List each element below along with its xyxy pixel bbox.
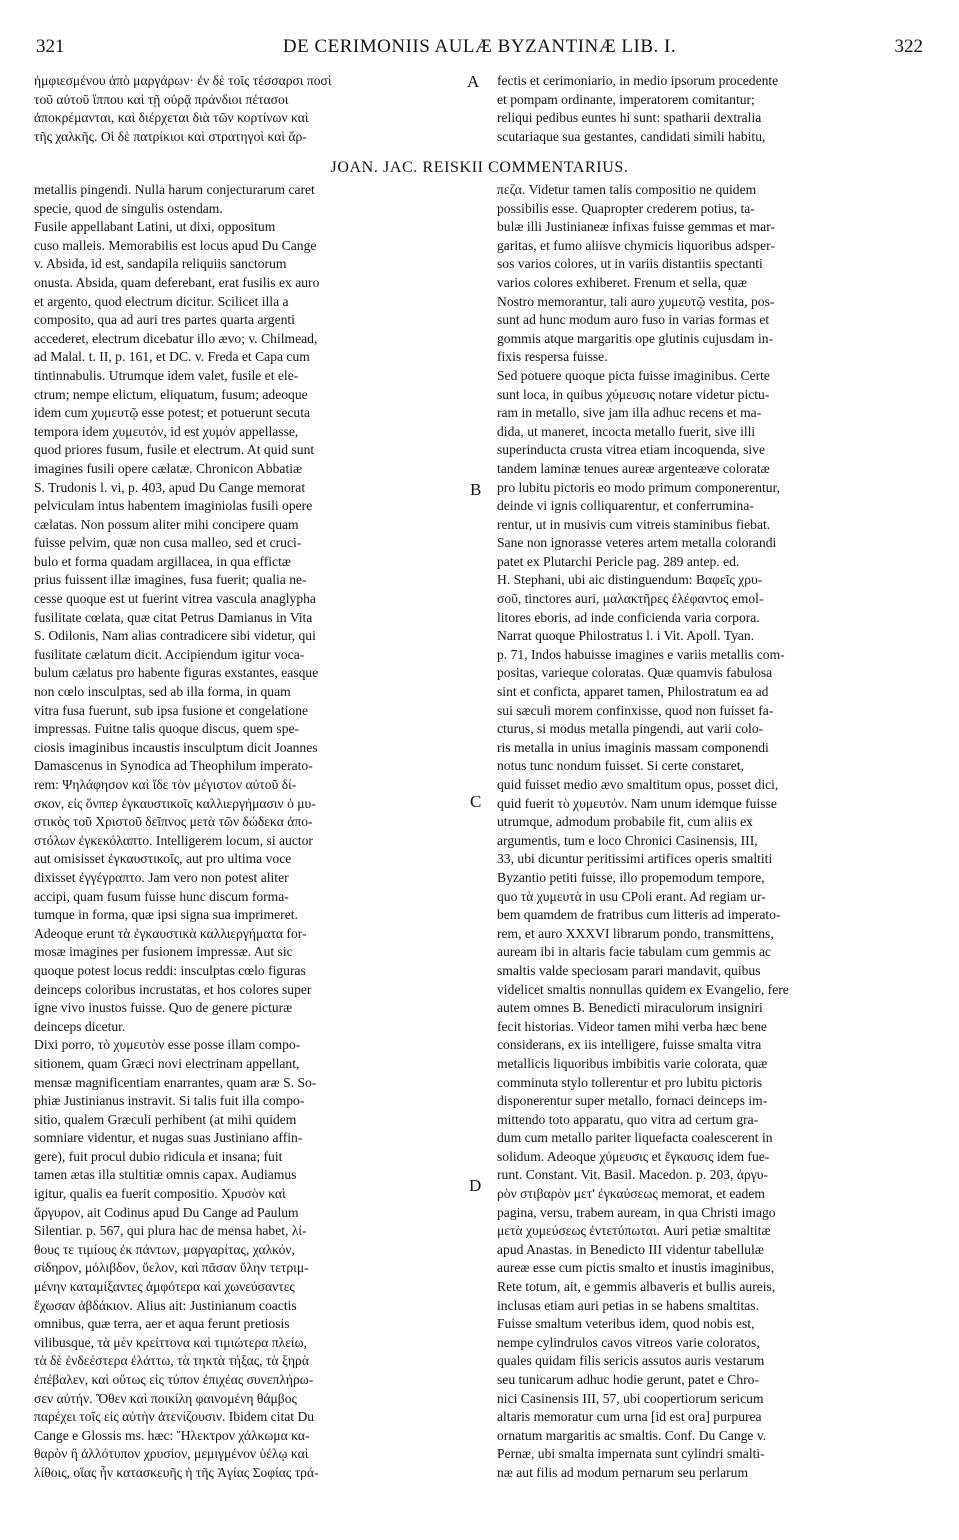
text-line: tintinnabulis. Utrumque idem valet, fusile et ele- — [34, 367, 299, 383]
text-line: cælatas. Non possum aliter mihi concipere quam — [34, 516, 299, 532]
text-line: vilibusque, τὰ μὲν κρείττονα καὶ τιμιώτερα πλείω, — [34, 1334, 307, 1350]
text-line: somniare videntur, et nugas suas Justiniano affin- — [34, 1130, 303, 1146]
text-line: non cœlo insculptas, sed ab illa forma, in quam — [34, 684, 291, 700]
text-line: smaltis valde speciosam parari mandavit, quibus — [497, 962, 761, 978]
text-line: ornatum margaritis ac smaltis. Conf. Du Cange v. — [497, 1427, 767, 1443]
text-line: igitur, qualis ea fuerit compositio. Χρυσὸν καὶ — [34, 1186, 286, 1202]
text-line: σκον, εἰς ὅνπερ ἐγκαυστικοῖς καλλιεργήμασιν ὁ μυ- — [34, 795, 316, 811]
text-line: sos varios colores, ut in variis distantiis spectanti — [497, 256, 763, 272]
text-line: et argento, quod electrum dicitur. Scilicet illa a — [34, 293, 289, 309]
text-line: fixis respersa fuisse. — [497, 349, 608, 365]
text-line: tamen ætas illa stultitiæ omnis capax. Audiamus — [34, 1167, 297, 1183]
text-line: metallicis liquoribus imbibitis varie colorata, quæ — [497, 1055, 768, 1071]
text-line: σίδηρον, μόλιβδον, ὕελον, καὶ πᾶσαν ὕλην τετριμ- — [34, 1260, 309, 1276]
text-line: τῆς χαλκῆς. Οἱ δὲ πατρίκιοι καὶ στρατηγοὶ καὶ ἄρ- — [34, 128, 307, 144]
text-line: Cange e Glossis ms. hæc: Ἤλεκτρον χάλκωμα κα- — [34, 1427, 310, 1443]
text-line: Sed potuere quoque picta fuisse imaginibus. Certe — [497, 367, 770, 383]
text-line: S. Odilonis, Nam alias contradicere sibi videtur, qui — [34, 628, 316, 644]
text-line: fuisse pelvim, quæ non cusa malleo, sed et cruci- — [34, 535, 302, 551]
text-line: S. Trudonis l. vi, p. 403, apud Du Cange memorat — [34, 479, 306, 495]
text-line: auream ibi in altaris facie tabulam cum gemmis ac — [497, 944, 772, 960]
commentary-left-column — [34, 181, 466, 1483]
text-line: litores eboris, ad inde conficienda varia corpora. — [497, 609, 760, 625]
text-line: argumentis, tum e loco Chronici Casinensis, III, — [497, 832, 758, 848]
text-line: et pompam ordinante, imperatorem comitantur; — [497, 91, 755, 107]
text-line: ram in metallo, sive jam illa adhuc recens et ma- — [497, 405, 762, 421]
text-line: θαρὸν ἢ ἀλλότυπον χρυσίον, μεμιγμένον ὑέλῳ καὶ — [34, 1446, 309, 1462]
text-line: runt. Constant. Vit. Basil. Macedon. p. 203, ἀργυ- — [497, 1167, 768, 1183]
text-line: tandem laminæ tenues aureæ argenteæve coloratæ — [497, 460, 770, 476]
text-line: mensæ magnificentiam enarrantes, quam aræ S. So- — [34, 1074, 317, 1090]
text-line: phiæ Justinianus instravit. Si talis fuit illa compo- — [34, 1093, 305, 1109]
text-line: specie, quod de singulis ostendam. — [34, 200, 223, 216]
text-line: στόλων ἐγκεκόλαπτο. Intelligerem locum, si auctor — [34, 832, 313, 848]
text-line: Damascenus in Synodica ad Theophilum imperato- — [34, 758, 313, 774]
text-line: altaris memoratur cum urna [id est ora] purpurea — [497, 1409, 762, 1425]
text-line: μετὰ χυμεύσεως ἐντετύπωται. Auri petiæ smaltitæ — [497, 1223, 771, 1239]
text-line: ciosis imaginibus incaustis insculptum dicit Joannes — [34, 739, 318, 755]
text-line: Adeoque erunt τὰ ἐγκαυστικὰ καλλιεργήματα for- — [34, 925, 307, 941]
text-line: ἀποκρέμανται, καὶ διέρχεται διὰ τῶν κορτίνων καὶ — [34, 110, 309, 126]
text-line: ρὸν στιβαρὸν μετ' ἐγκαύσεως memorat, et eadem — [497, 1186, 765, 1202]
margin-marker-c: C — [470, 792, 482, 811]
text-line: θους τε τιμίους ἐκ πάντων, μαργαρίτας, χαλκόν, — [34, 1241, 295, 1257]
text-line: mittendo toto apparatu, quo vitra ad certum gra- — [497, 1111, 759, 1127]
text-line: σεν αὐτήν. Ὅθεν καὶ ποικίλη φαινομένη θάμβος — [34, 1390, 297, 1406]
text-line: ἠμφιεσμένου ἀπὸ μαργάρων· ἐν δὲ τοῖς τέσσαρσι ποσὶ — [34, 73, 332, 88]
page-header — [36, 36, 923, 58]
text-line: στικὸς τοῦ Χριστοῦ δεῖπνος μετὰ τῶν δώδεκα ἀπο- — [34, 814, 313, 830]
text-line: possibilis esse. Quapropter crederem potius, ta- — [497, 200, 755, 216]
text-line: gere), fuit procul dubio ridicula et insana; fuit — [34, 1148, 283, 1164]
text-line: fusilitate cœlata, quæ citat Petrus Damianus in Vita — [34, 609, 313, 625]
text-line: rem: Ψηλάφησον καὶ ἴδε τὸν μέγιστον αὐτοῦ δί- — [34, 777, 297, 792]
text-line: rentur, ut in musivis cum vitreis staminibus fiebat. — [497, 516, 771, 532]
text-line: vitra fusa fuerunt, sub ipsa fusione et congelatione — [34, 702, 309, 718]
text-line: v. Absida, id est, sandapila reliquiis sanctorum — [34, 256, 287, 272]
text-line: bem quamdem de fratribus cum litteris ad imperato- — [497, 907, 781, 923]
text-line: quid fuisset medio ævo smaltitum opus, posset dici, — [497, 777, 779, 792]
text-line: Sane non ignorasse veteres artem metalla colorandi — [497, 535, 777, 551]
text-line: imagines fusili opere cælatæ. Chronicon Abbatiæ — [34, 460, 303, 476]
text-line: quid fuerit τὸ χυμευτόν. Nam unum idemque fuisse — [497, 795, 777, 811]
text-line: Rete totum, ait, e gemmis albaveris et bullis aureis, — [497, 1279, 776, 1295]
text-line: cesse quoque est ut fuerint vitrea vascula anaglypha — [34, 591, 316, 607]
text-line: seu tunicarum adhuc hodie gerunt, patet e Chro- — [497, 1372, 759, 1387]
text-line: dixisset ἐγγέγραπτο. Jam vero non potest aliter — [34, 869, 289, 885]
text-line: sint et conficta, apparet tamen, Philostratum ea ad — [497, 684, 769, 700]
text-line: impressas. Fuitne talis quoque discus, quem spe- — [34, 721, 300, 737]
text-line: fusilitate cælatum dicit. Accipiendum igitur voca- — [34, 646, 305, 662]
text-line: gommis atque margaritis ope glutinis cujusdam in- — [497, 330, 774, 346]
text-line: scutariaque sua gestantes, candidati simili habitu, — [497, 128, 766, 144]
text-line: onusta. Absida, quam deferebant, erat fusilis ex auro — [34, 274, 320, 290]
text-line: quo τὰ χυμευτὰ in usu CPoli erant. Ad regiam ur- — [497, 888, 766, 904]
text-line: πεζα. Videtur tamen talis compositio ne quidem — [497, 182, 757, 197]
text-line: sitionem, quam Græci novi electrinam appellant, — [34, 1055, 300, 1071]
text-line: σοῦ, tinctores auri, μαλακτῆρες ἐλέφαντος emol- — [497, 591, 764, 607]
text-line: ad Malal. t. II, p. 161, et DC. v. Freda et Capa cum — [34, 349, 310, 365]
text-line: ris metalla in unius imaginis massam componendi — [497, 739, 769, 755]
text-line: apud Anastas. in Benedicto III videntur tabellulæ — [497, 1241, 764, 1257]
text-line: cturus, si modus metalla pingendi, aut varii colo- — [497, 721, 764, 737]
text-line: composito, qua ad auri tres partes quarta argenti — [34, 312, 295, 328]
text-line: quales quidam filis sericis assutos auris vestarum — [497, 1353, 765, 1369]
text-line: igne vivo inustos fuisse. Quo de genere picturæ — [34, 1000, 293, 1016]
text-line: prius fuissent illæ imagines, fusa fuerit; qualia ne- — [34, 572, 307, 588]
text-line: μένην καταμίξαντες ἀμφότερα καὶ χωνεύσαντες — [34, 1279, 295, 1295]
text-line: bulum cælatus pro habente figuras exstantes, easque — [34, 665, 319, 681]
text-line: deinceps coloribus incrustatas, et hos colores super — [34, 981, 312, 997]
text-line: næ aut filis ad modum pernarum seu perlarum — [497, 1464, 749, 1480]
text-line: bulæ illi Justinianeæ infixas fuisse gemmas et mar- — [497, 219, 775, 235]
text-line: quod priores fusum, fusile et electrum. At quid sunt — [34, 442, 315, 458]
text-line: p. 71, Indos habuisse imagines e variis metallis com- — [497, 646, 785, 662]
text-line: nici Casinensis III, 57, ubi coopertiorum sericum — [497, 1390, 764, 1406]
text-line: reliqui pedibus euntes hi sunt: spatharii dextralia — [497, 110, 762, 126]
text-line: autem omnes B. Benedicti miraculorum insigniri — [497, 1000, 763, 1016]
text-line: Nostro memorantur, tali auro χυμευτῷ vestita, pos- — [497, 293, 775, 309]
text-line: sitio, qualem Græculi perhibent (at mihi quidem — [34, 1111, 297, 1127]
text-line: idem cum χυμευτῷ esse potest; et potuerunt secuta — [34, 405, 311, 421]
text-line: H. Stephani, ubi aic distinguendum: Βαφεῖς χρυ- — [497, 572, 763, 588]
text-line: tempora idem χυμευτόν, id est χυμόν appellasse, — [34, 423, 299, 439]
text-line: ctrum; nempe elictum, eliquatum, fusum; adeoque — [34, 386, 308, 402]
text-line: accipi, quam fusum fuisse hunc discum forma- — [34, 888, 289, 904]
text-line: dida, ut maneret, incocta metallo fuerit, sive illi — [497, 423, 756, 439]
text-line: deinceps dicetur. — [34, 1018, 126, 1034]
text-line: superinducta crusta vitrea etiam incoquenda, sive — [497, 442, 765, 458]
text-line: garitas, et fumo aliisve chymicis liquoribus adsper- — [497, 237, 775, 253]
text-line: fectis et cerimoniario, in medio ipsorum procedente — [497, 73, 779, 88]
text-line: Dixi porro, τὸ χυμευτὸν esse posse illam compo- — [34, 1037, 301, 1053]
text-line: bulo et forma quadam argillacea, in qua effictæ — [34, 553, 291, 569]
text-line: utrumque, admodum probabile fit, cum aliis ex — [497, 814, 753, 830]
text-line: παρέχει τοῖς εἰς αὐτὴν ἀτενίζουσιν. Ibidem citat Du — [34, 1409, 315, 1425]
text-line: sunt ad hunc modum auro fuso in varias formas et — [497, 312, 770, 328]
text-line: deinde vi ignis colliquarentur, et conferrumina- — [497, 498, 754, 514]
text-line: disponerentur super metallo, fornaci deinceps im- — [497, 1093, 768, 1109]
text-line: Pernæ, ubi smalta impernata sunt cylindri smalti- — [497, 1446, 765, 1462]
text-line: considerans, ex iis intelligere, fuisse smalta vitra — [497, 1037, 762, 1053]
text-line: varios colores exhiberet. Frenum et sella, quæ — [497, 274, 747, 290]
text-line: ἄργυρον, ait Codinus apud Du Cange ad Paulum — [34, 1204, 299, 1220]
text-line: Fusile appellabant Latini, ut dixi, oppositum — [34, 219, 276, 235]
text-line: cuso malleis. Memorabilis est locus apud Du Cange — [34, 237, 317, 253]
text-line: metallis pingendi. Nulla harum conjecturarum caret — [34, 182, 315, 197]
text-line: Silentiar. p. 567, qui plura hac de mensa habet, λί- — [34, 1223, 307, 1239]
text-line: comminuta stylo tollerentur et pro lubitu pictoris — [497, 1074, 763, 1090]
text-line: aut omisisset ἐγκαυστικοῖς, aut pro ultima voce — [34, 851, 292, 867]
text-line: fecit historias. Videor tamen mihi verba hæc bene — [497, 1018, 767, 1034]
text-line: sui sæculi morem confinxisse, quod non fuisset fa- — [497, 702, 774, 718]
text-line: 33, ubi dicuntur peritissimi artifices operis smaltiti — [497, 851, 773, 867]
greek-text-column — [34, 72, 466, 146]
commentary-right-column — [497, 181, 925, 1483]
margin-marker-a: A — [467, 72, 480, 91]
margin-marker-d: D — [469, 1176, 482, 1195]
text-line: quoque potest locus reddi: insculptas cœlo figuras — [34, 962, 306, 978]
text-line: Byzantio petiti fuisse, illo propemodum tempore, — [497, 869, 765, 885]
text-line: patet ex Plutarchi Pericle pag. 289 antep. ed. — [497, 553, 740, 569]
text-line: τοῦ αὐτοῦ ἵππου καὶ τῇ οὐρᾷ πράνδιοι πέτασοι — [34, 91, 289, 107]
text-line: positas, varieque coloratas. Quæ quamvis fabulosa — [497, 665, 773, 681]
margin-marker-b: B — [470, 480, 482, 499]
text-line: dum cum metallo pariter liquefacta coalescerent in — [497, 1130, 773, 1146]
text-line: inclusas etiam auri petias in se habens smaltitas. — [497, 1297, 759, 1313]
text-line: videlicet smaltis nonnullas quidem ex Evangelio, fere — [497, 981, 789, 997]
text-line: τὰ δὲ ἐνδεέστερα ἐλάττω, τὰ τηκτὰ τήξας, τὰ ξηρὰ — [34, 1353, 309, 1369]
text-line: solidum. Adeoque χύμευσις et ἔγκαυσις idem fue- — [497, 1148, 770, 1164]
left-page-number: 321 — [36, 36, 65, 57]
text-line: notus tunc nondum fuisset. Si certe constaret, — [497, 758, 744, 774]
text-line: accederet, electrum dicebatur illo ævo; v. Chilmead, — [34, 330, 318, 346]
text-line: mosæ imagines per fusionem impressæ. Aut sic — [34, 944, 293, 960]
text-line: λίθοις, οἵας ἦν κατασκευῆς ἡ τῆς Ἁγίας Σοφίας τρά- — [34, 1464, 319, 1480]
text-line: Fuisse smaltum veteribus idem, quod nobis est, — [497, 1316, 755, 1332]
text-line: tumque in forma, quæ ipsi signa sua imprimeret. — [34, 907, 298, 923]
text-line: aureæ esse cum pictis smalto et inustis imaginibus, — [497, 1260, 775, 1276]
text-line: pagina, versu, trabem auream, in qua Christi imago — [497, 1204, 776, 1220]
right-page-number: 322 — [894, 36, 923, 57]
latin-translation-column — [497, 72, 925, 146]
text-line: pelviculam intus habentem imaginiolas fusili opere — [34, 498, 313, 514]
text-line: nempe cylindrulos cavos vitreos varie coloratos, — [497, 1334, 760, 1350]
text-line: ἐπέβαλεν, καὶ οὕτως εἰς τύπον ἐπιχέας συνεπλήρω- — [34, 1372, 314, 1387]
text-line: Narrat quoque Philostratus l. i Vit. Apoll. Tyan. — [497, 628, 755, 644]
text-line: pro lubitu pictoris eo modo primum componerentur, — [497, 479, 780, 495]
section-title: JOAN. JAC. REISKII COMMENTARIUS. — [330, 159, 629, 176]
text-line: omnibus, quæ terra, aer et aqua ferunt pretiosis — [34, 1316, 290, 1332]
text-line: sunt loca, in quibus χύμευσις notare videtur pictu- — [497, 386, 770, 402]
text-line: ἔχωσαν ἀβδάκιον. Alius ait: Justinianum coactis — [34, 1297, 297, 1313]
running-title: DE CERIMONIIS AULÆ BYZANTINÆ LIB. I. — [282, 36, 677, 57]
text-line: rem, et auro XXXVI librarum pondo, transmittens, — [497, 925, 774, 941]
